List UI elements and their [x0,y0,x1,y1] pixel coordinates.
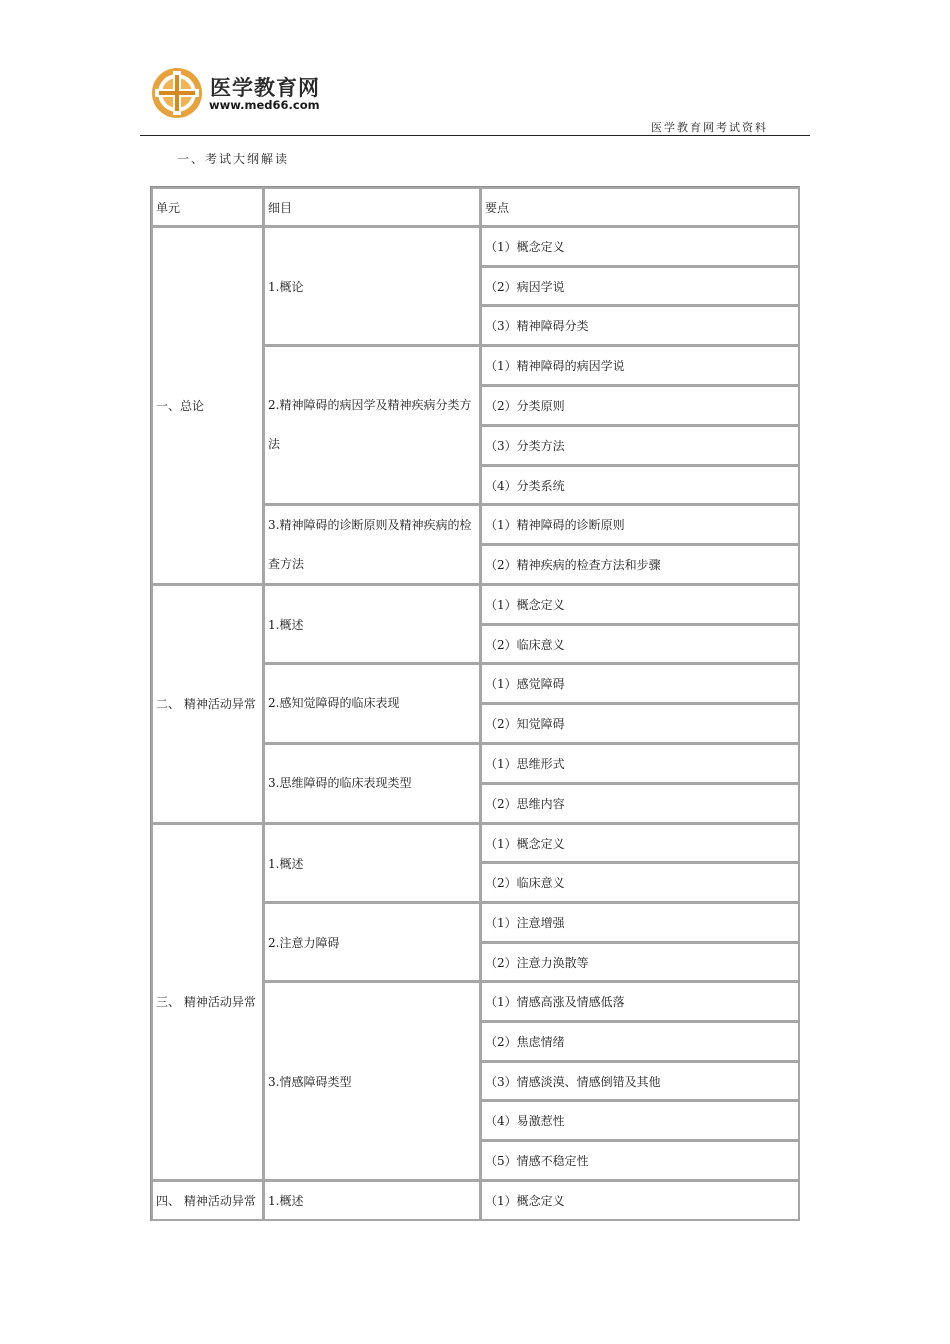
point-cell: （2）病因学说 [480,266,800,306]
item-cell: 1.概述 [263,584,481,664]
point-cell: （1）精神障碍的诊断原则 [480,504,800,545]
point-cell: （1）概念定义 [480,1180,800,1221]
item-cell: 2.注意力障碍 [263,902,481,982]
point-cell: （2）注意力涣散等 [480,942,800,982]
point-cell: （1）概念定义 [480,823,800,863]
header-divider [140,135,810,136]
point-cell: （2）分类原则 [480,385,800,426]
point-cell: （4）分类系统 [480,465,800,505]
item-cell: 2.感知觉障碍的临床表现 [263,663,481,744]
point-cell: （2）思维内容 [480,783,800,824]
point-cell: （1）感觉障碍 [480,663,800,704]
column-header-point: 要点 [480,187,800,227]
item-cell: 3.思维障碍的临床表现类型 [263,743,481,824]
cross-emblem-icon [150,66,204,120]
point-cell: （1）思维形式 [480,743,800,784]
unit-cell: 二、 精神活动异常 [151,584,264,824]
point-cell: （1）情感高涨及情感低落 [480,981,800,1022]
header-caption: 医学教育网考试资料 [651,121,768,134]
point-cell: （2）临床意义 [480,862,800,903]
column-header-item: 细目 [263,187,481,227]
point-cell: （3）分类方法 [480,425,800,466]
column-header-unit: 单元 [151,187,264,227]
item-cell: 1.概述 [263,1180,481,1221]
point-cell: （2）临床意义 [480,624,800,664]
unit-cell: 四、 精神活动异常 [151,1180,264,1221]
point-cell: （1）概念定义 [480,226,800,267]
point-cell: （1）精神障碍的病因学说 [480,345,800,386]
point-cell: （4）易激惹性 [480,1100,800,1141]
point-cell: （1）概念定义 [480,584,800,625]
logo-url: www.med66.com [209,98,320,112]
item-cell: 3.精神障碍的诊断原则及精神疾病的检查方法 [263,504,481,585]
item-cell: 1.概论 [263,226,481,346]
point-cell: （5）情感不稳定性 [480,1140,800,1181]
logo-title: 医学教育网 [210,76,320,100]
point-cell: （2）知觉障碍 [480,703,800,744]
point-cell: （3）情感淡漠、情感倒错及其他 [480,1061,800,1101]
point-cell: （2）焦虑情绪 [480,1021,800,1062]
item-cell: 3.情感障碍类型 [263,981,481,1181]
item-cell: 1.概述 [263,823,481,903]
site-logo [150,66,370,122]
point-cell: （3）精神障碍分类 [480,305,800,346]
section-heading: 一、考试大纲解读 [177,152,290,166]
unit-cell: 一、总论 [151,226,264,585]
point-cell: （1）注意增强 [480,902,800,943]
point-cell: （2）精神疾病的检查方法和步骤 [480,544,800,585]
item-cell: 2.精神障碍的病因学及精神疾病分类方法 [263,345,481,505]
unit-cell: 三、 精神活动异常 [151,823,264,1181]
